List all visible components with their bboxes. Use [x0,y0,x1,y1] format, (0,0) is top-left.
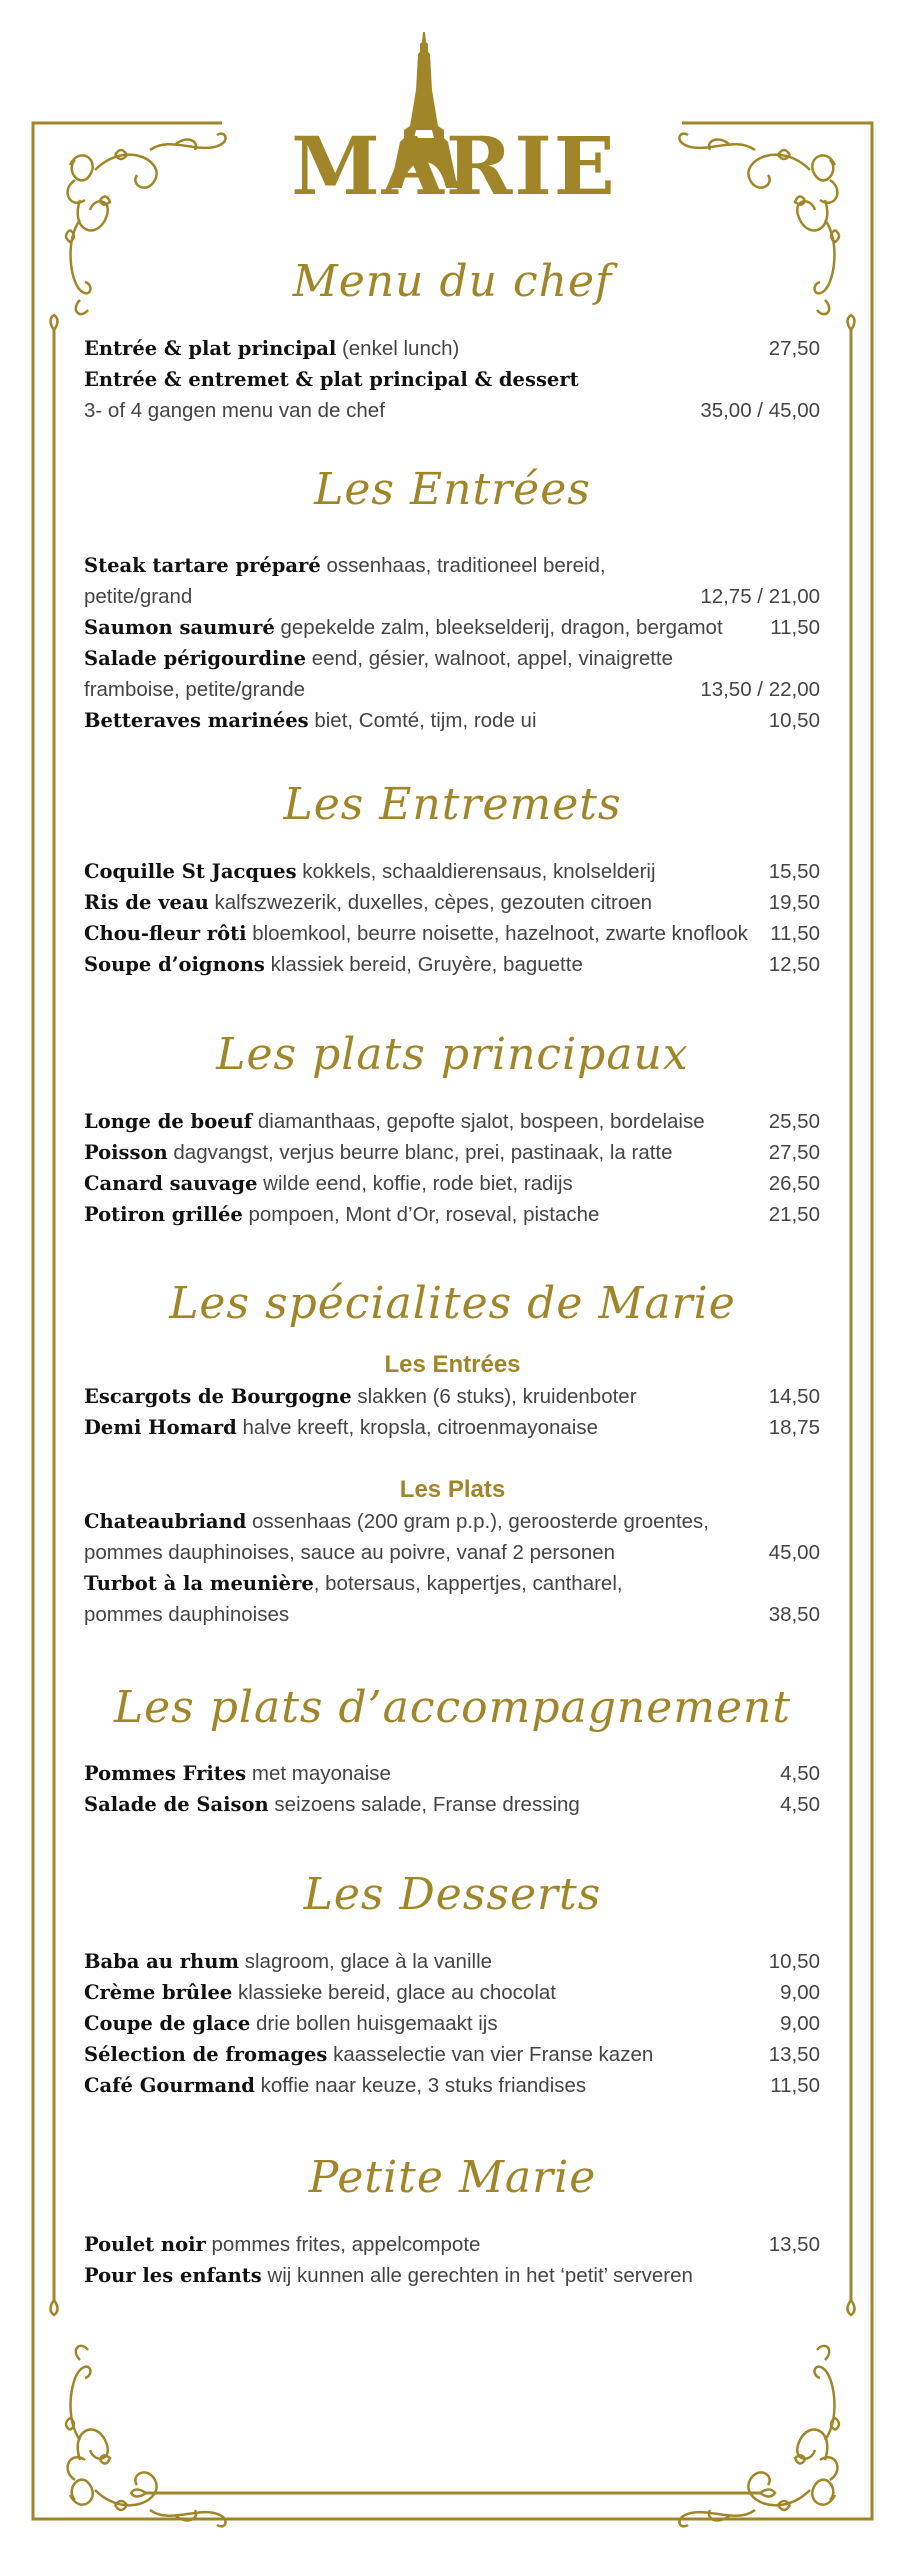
menu-item [84,1977,820,2008]
item-name: Chou-fleur rôti [84,922,247,945]
item-price: 25,50 [768,1110,820,1133]
item-price: 12,75 / 21,00 [700,585,820,608]
item-price: 4,50 [780,1793,820,1816]
item-desc: kaasselectie van vier Franse kazen [333,2043,654,2066]
item-name: Steak tartare préparé [84,554,321,577]
subsection-title-plats: Les Plats [399,1476,506,1503]
item-price: 12,50 [768,953,820,976]
item-desc: (enkel lunch) [341,337,460,360]
item-price: 35,00 / 45,00 [700,399,820,422]
section-title-entrees: Les Entrées [314,464,591,515]
item-name: Escargots de Bourgogne [84,1385,352,1408]
menu-item [84,1537,820,1568]
item-price: 11,50 [770,2074,820,2097]
menu-item [84,2039,820,2070]
item-desc: ossenhaas, traditioneel bereid, [326,554,606,577]
item-name: Salade périgourdine [84,647,307,670]
menu-item [84,2008,820,2039]
logo [282,30,626,213]
item-desc: koffie naar keuze, 3 stuks friandises [260,2074,587,2097]
item-name: Poisson [84,1141,168,1164]
item-desc: ossenhaas (200 gram p.p.), geroosterde groentes, [252,1510,709,1533]
item-price: 26,50 [768,1172,820,1195]
corner-ornament-bottom-right [679,2346,839,2527]
item-price: 13,50 [768,2043,820,2066]
menu-item [84,1412,820,1443]
corner-ornament-bottom-left [66,2346,226,2527]
item-desc: eend, gésier, walnoot, appel, vinaigrette [311,647,674,670]
item-price: 21,50 [768,1203,820,1226]
item-desc: pommes dauphinoises, sauce au poivre, vanaf 2 personen [84,1541,616,1564]
menu-item [84,612,820,643]
item-name: Chateaubriand [84,1510,247,1533]
menu-item [84,918,820,949]
item-name: Café Gourmand [84,2074,255,2097]
menu-item [84,2229,820,2260]
item-price: 19,50 [768,891,820,914]
item-desc: klassieke bereid, glace au chocolat [238,1981,556,2004]
item-desc: wij kunnen alle gerechten in het ‘petit’ serveren [267,2264,693,2287]
item-desc: 3- of 4 gangen menu van de chef [84,399,385,422]
menu-item [84,949,820,980]
item-price: 13,50 / 22,00 [700,678,820,701]
item-desc: pommes dauphinoises [84,1603,290,1626]
item-desc: pommes frites, appelcompote [211,2233,481,2256]
item-desc: halve kreeft, kropsla, citroenmayonaise [242,1416,598,1439]
section-title-accompagnement: Les plats d’accompagnement [113,1682,792,1733]
menu-item [84,1106,820,1137]
menu-item [84,1168,820,1199]
section-title-plats-principaux: Les plats principaux [216,1029,689,1080]
brand-name: MARIE [291,119,617,213]
item-name: Longe de boeuf [84,1110,253,1133]
menu-item [84,674,820,705]
item-desc: , botersaus, kappertjes, cantharel, [313,1572,623,1595]
item-price: 11,50 [770,922,820,945]
menu-item [84,1381,820,1412]
item-desc: biet, Comté, tijm, rode ui [314,709,537,732]
item-price: 9,00 [780,1981,820,2004]
menu-item [84,1758,820,1789]
menu-item [84,1789,820,1820]
item-desc: kalfszwezerik, duxelles, cèpes, gezouten citroen [214,891,653,914]
item-name: Crème brûlee [84,1981,233,2004]
section-title-menu-du-chef: Menu du chef [292,256,613,307]
item-name: Potiron grillée [84,1203,243,1226]
item-name: Soupe d’oignons [84,953,265,976]
item-price: 10,50 [768,709,820,732]
item-price: 18,75 [768,1416,820,1439]
menu-item [84,2260,820,2291]
item-price: 27,50 [768,1141,820,1164]
item-price: 45,00 [768,1541,820,1564]
item-desc: framboise, petite/grande [84,678,306,701]
item-desc: dagvangst, verjus beurre blanc, prei, pastinaak, la ratte [173,1141,673,1164]
item-desc: diamanthaas, gepofte sjalot, bospeen, bordelaise [257,1110,705,1133]
menu-item [84,856,820,887]
menu-item [84,705,820,736]
item-name: Entrée & plat principal [84,337,337,360]
item-price: 11,50 [770,616,820,639]
menu-item [84,395,820,426]
item-price: 10,50 [768,1950,820,1973]
item-name: Pommes Frites [84,1762,247,1785]
item-name: Baba au rhum [84,1950,240,1973]
item-desc: slakken (6 stuks), kruidenboter [357,1385,637,1408]
item-desc: bloemkool, beurre noisette, hazelnoot, zwarte knoflook [252,922,748,945]
item-price: 14,50 [768,1385,820,1408]
item-name: Saumon saumuré [84,616,275,639]
item-desc: seizoens salade, Franse dressing [274,1793,580,1816]
menu-item [84,887,820,918]
menu-item [84,364,820,395]
item-desc: kokkels, schaaldierensaus, knolselderij [302,860,656,883]
item-price: 27,50 [768,337,820,360]
menu-item [84,643,820,674]
item-name: Poulet noir [84,2233,206,2256]
menu-item [84,2070,820,2101]
item-name: Salade de Saison [84,1793,269,1816]
item-price: 13,50 [768,2233,820,2256]
item-desc: drie bollen huisgemaakt ijs [256,2012,498,2035]
item-name: Entrée & entremet & plat principal & dessert [84,368,579,391]
item-price: 38,50 [768,1603,820,1626]
menu-item [84,1946,820,1977]
section-title-entremets: Les Entremets [283,779,622,830]
item-desc: slagroom, glace à la vanille [244,1950,493,1973]
subsection-title-entrees: Les Entrées [384,1351,521,1378]
item-desc: wilde eend, koffie, rode biet, radijs [263,1172,573,1195]
item-name: Coquille St Jacques [84,860,297,883]
menu-item [84,1506,820,1537]
menu-item [84,1137,820,1168]
menu-item [84,550,820,581]
menu-item [84,1199,820,1230]
menu-item [84,333,820,364]
item-name: Ris de veau [84,891,209,914]
item-desc: met mayonaise [251,1762,391,1785]
item-name: Betteraves marinées [84,709,309,732]
menu-item [84,1599,820,1630]
item-name: Coupe de glace [84,2012,251,2035]
item-desc: pompoen, Mont d’Or, roseval, pistache [248,1203,600,1226]
item-name: Demi Homard [84,1416,237,1439]
item-price: 9,00 [780,2012,820,2035]
item-desc: klassiek bereid, Gruyère, baguette [270,953,583,976]
item-name: Sélection de fromages [84,2043,328,2066]
item-desc: petite/grand [84,585,193,608]
section-title-desserts: Les Desserts [303,1869,602,1920]
item-desc: gepekelde zalm, bleekselderij, dragon, bergamot [280,616,723,639]
item-name: Turbot à la meunière [84,1572,314,1595]
section-title-petite-marie: Petite Marie [308,2152,597,2203]
section-title-specialites: Les spécialites de Marie [169,1278,736,1329]
item-price: 15,50 [768,860,820,883]
menu-item [84,581,820,612]
item-name: Pour les enfants [84,2264,262,2287]
item-price: 4,50 [780,1762,820,1785]
item-name: Canard sauvage [84,1172,258,1195]
menu-item [84,1568,820,1599]
